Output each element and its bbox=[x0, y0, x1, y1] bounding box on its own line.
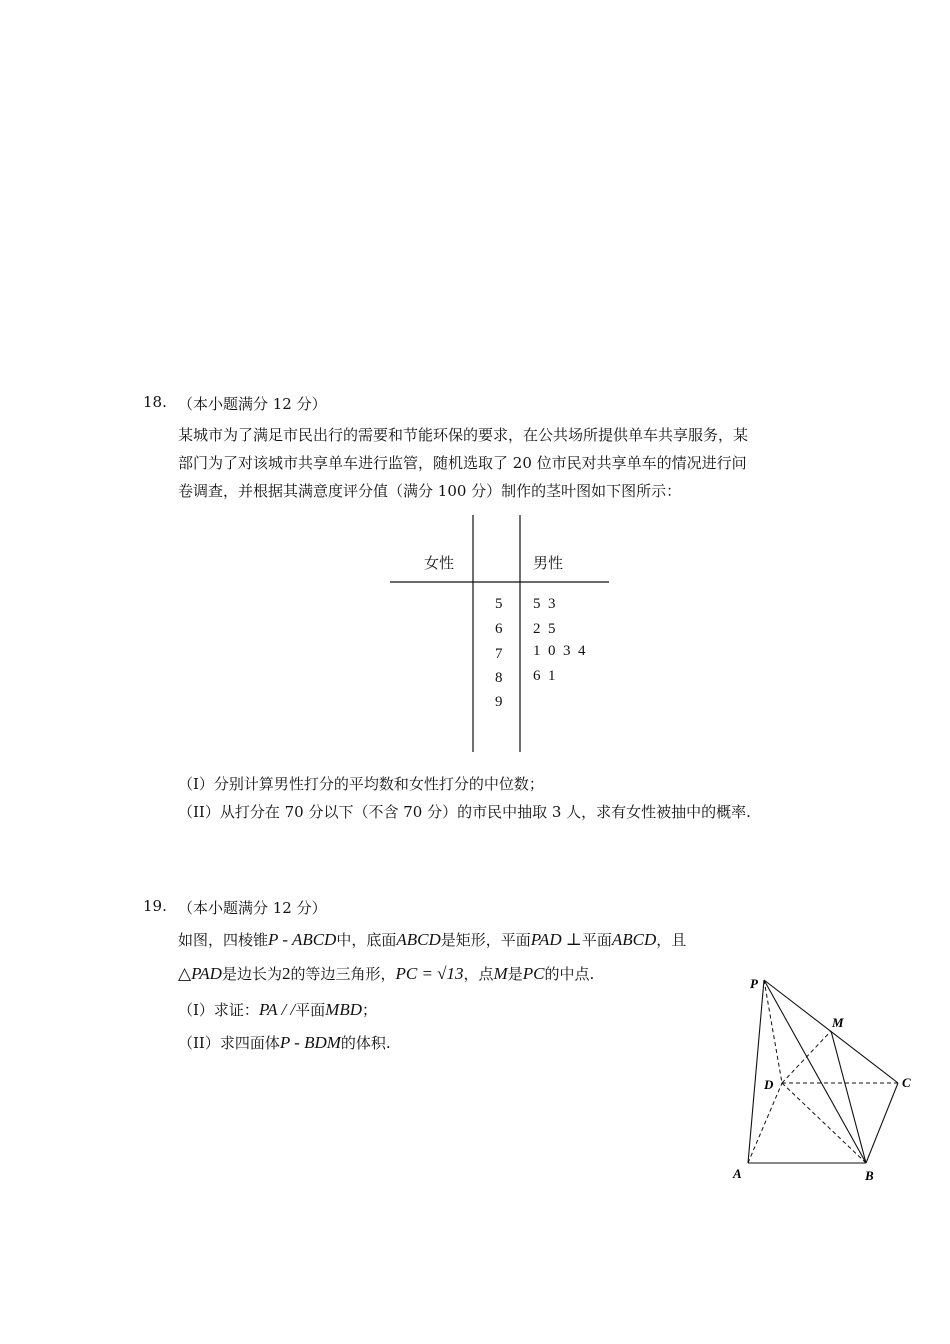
q19-l1-b: P - ABCD bbox=[268, 930, 337, 949]
male-leaves-7: 1 0 3 4 bbox=[533, 643, 586, 659]
female-header: 女性 bbox=[424, 554, 455, 572]
q19-p1-d: MBD bbox=[325, 1000, 362, 1019]
q19-p2-c: 的体积. bbox=[340, 1034, 391, 1052]
q19-l2-g: M bbox=[493, 964, 508, 983]
stem-7: 7 bbox=[495, 646, 503, 662]
stem-8: 8 bbox=[495, 670, 503, 686]
edge-MB bbox=[831, 1031, 866, 1163]
edge-DM bbox=[782, 1031, 831, 1083]
edge-BC bbox=[866, 1083, 898, 1163]
label-C: C bbox=[902, 1075, 911, 1090]
q19-l1-i: ，且 bbox=[656, 931, 687, 949]
edge-AD bbox=[748, 1083, 782, 1163]
q18-paragraph-line3: 卷调查，并根据其满意度评分值（满分 100 分）制作的茎叶图如下图所示： bbox=[178, 482, 682, 500]
q19-l2-i: PC bbox=[522, 964, 545, 983]
q19-score: （本小题满分 12 分） bbox=[178, 899, 327, 917]
label-P: P bbox=[750, 976, 758, 991]
q19-l1-e: 是矩形，平面 bbox=[440, 931, 531, 949]
q19-l2-d: 的等边三角形， bbox=[290, 965, 396, 983]
q18-part1: （Ⅰ）分别计算男性打分的平均数和女性打分的中位数； bbox=[178, 775, 544, 793]
q19-p1-b: PA / / bbox=[258, 1000, 296, 1019]
stem-5: 5 bbox=[495, 596, 503, 612]
edge-DB bbox=[782, 1083, 866, 1163]
q19-l2-a: △PAD bbox=[178, 964, 222, 983]
q19-l2-h: 是 bbox=[507, 965, 523, 983]
q19-l2-b: 是边长为 bbox=[221, 965, 282, 983]
q19-l1-a: 如图，四棱锥 bbox=[178, 931, 269, 949]
q19-l1-c: 中，底面 bbox=[336, 931, 397, 949]
label-B: B bbox=[865, 1168, 874, 1183]
q19-p2-a: （II）求四面体 bbox=[178, 1034, 280, 1052]
label-M: M bbox=[832, 1015, 844, 1030]
q18-paragraph-line2: 部门为了对该城市共享单车进行监管，随机选取了 20 位市民对共享单车的情况进行问 bbox=[178, 454, 747, 472]
q19-l2-e: PC = √13 bbox=[395, 964, 464, 983]
q19-l2-f: ，点 bbox=[463, 965, 494, 983]
male-leaves-8: 6 1 bbox=[533, 668, 556, 684]
label-D: D bbox=[764, 1077, 774, 1092]
q18-number: 18. bbox=[143, 393, 167, 411]
label-A: A bbox=[733, 1166, 742, 1181]
q18-paragraph-line1: 某城市为了满足市民出行的需要和节能环保的要求，在公共场所提供单车共享服务，某 bbox=[178, 426, 749, 444]
q19-p1-c: 平面 bbox=[295, 1001, 326, 1019]
q18-part2: （II）从打分在 70 分以下（不含 70 分）的市民中抽取 3 人，求有女性被抽中的概率. bbox=[178, 803, 751, 821]
q19-number: 19. bbox=[143, 897, 167, 915]
stem-6: 6 bbox=[495, 621, 503, 637]
q19-l2-c: 2 bbox=[281, 964, 291, 983]
q19-l2-j: 的中点. bbox=[544, 965, 595, 983]
q19-l1-d: ABCD bbox=[396, 930, 441, 949]
male-header: 男性 bbox=[533, 554, 564, 572]
q19-p1-e: ； bbox=[362, 1001, 378, 1019]
q19-l1-h: ABCD bbox=[611, 930, 657, 949]
edge-PA bbox=[748, 980, 764, 1163]
edge-PB bbox=[764, 980, 866, 1163]
q19-p2-b: P - BDM bbox=[279, 1033, 341, 1052]
q18-score: （本小题满分 12 分） bbox=[178, 395, 327, 413]
q19-p1-a: （I）求证： bbox=[178, 1001, 259, 1019]
stem-9: 9 bbox=[495, 694, 503, 710]
male-leaves-5: 5 3 bbox=[533, 596, 556, 612]
q19-l1-f: PAD ⊥ bbox=[530, 930, 582, 949]
male-leaves-6: 2 5 bbox=[533, 621, 556, 637]
q19-l1-g: 平面 bbox=[581, 931, 612, 949]
